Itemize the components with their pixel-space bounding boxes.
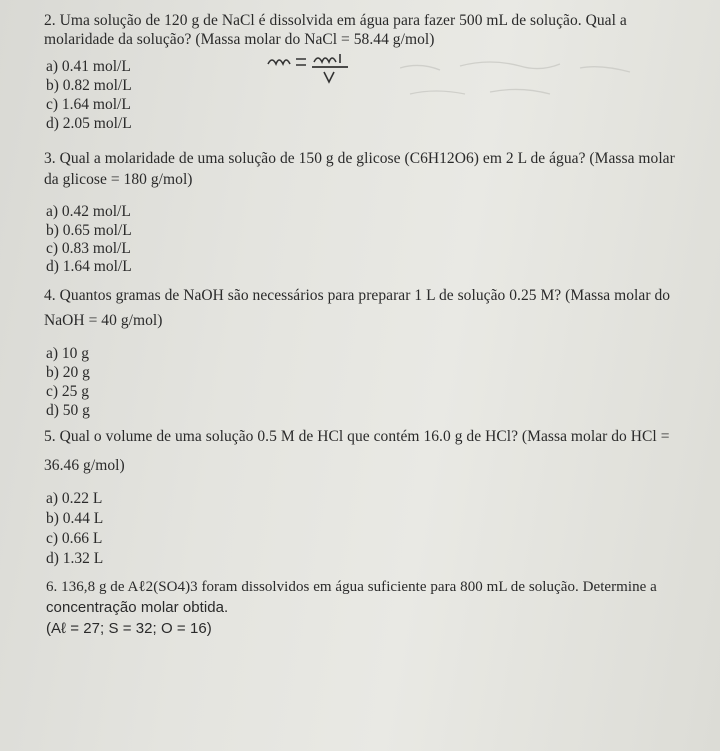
q6-text-line-3: (Aℓ = 27; S = 32; O = 16) xyxy=(46,620,212,637)
q3-option-d: d) 1.64 mol/L xyxy=(46,258,132,275)
q3-option-a: a) 0.42 mol/L xyxy=(46,203,131,220)
handwritten-formula xyxy=(264,50,364,90)
q4-option-b: b) 20 g xyxy=(46,364,90,381)
q5-option-a: a) 0.22 L xyxy=(46,490,103,507)
q3-text-line-2: da glicose = 180 g/mol) xyxy=(44,171,193,188)
q4-text-line-1: 4. Quantos gramas de NaOH são necessários para preparar 1 L de solução 0.25 M? (Massa molar do xyxy=(44,287,671,304)
q4-option-a: a) 10 g xyxy=(46,345,90,362)
q6-text-line-2: concentração molar obtida. xyxy=(46,599,229,616)
q5-option-c: c) 0.66 L xyxy=(46,530,103,547)
q4-option-c: c) 25 g xyxy=(46,383,90,400)
q6-text-line-1: 6. 136,8 g de Aℓ2(SO4)3 foram dissolvidos em água suficiente para 800 mL de solução. Determine a xyxy=(46,579,657,595)
q2-option-b: b) 0.82 mol/L xyxy=(46,77,132,94)
q5-option-d: d) 1.32 L xyxy=(46,550,104,567)
q2-text-line-1: 2. Uma solução de 120 g de NaCl é dissolvida em água para fazer 500 mL de solução. Qual a xyxy=(44,12,627,29)
q5-option-b: b) 0.44 L xyxy=(46,510,104,527)
q2-option-d: d) 2.05 mol/L xyxy=(46,115,132,132)
q5-text-line-1: 5. Qual o volume de uma solução 0.5 M de HCl que contém 16.0 g de HCl? (Massa molar do HCl = xyxy=(44,428,670,445)
bleed-through-marks xyxy=(400,58,650,132)
q4-text-line-2: NaOH = 40 g/mol) xyxy=(44,312,163,329)
q2-text-line-2: molaridade da solução? (Massa molar do NaCl = 58.44 g/mol) xyxy=(44,31,435,48)
q3-option-c: c) 0.83 mol/L xyxy=(46,240,131,257)
q3-option-b: b) 0.65 mol/L xyxy=(46,222,132,239)
q2-option-a: a) 0.41 mol/L xyxy=(46,58,131,75)
q5-text-line-2: 36.46 g/mol) xyxy=(44,457,125,474)
q4-option-d: d) 50 g xyxy=(46,402,90,419)
q3-text-line-1: 3. Qual a molaridade de uma solução de 150 g de glicose (C6H12O6) em 2 L de água? (Massa molar xyxy=(44,150,675,167)
q2-option-c: c) 1.64 mol/L xyxy=(46,96,131,113)
